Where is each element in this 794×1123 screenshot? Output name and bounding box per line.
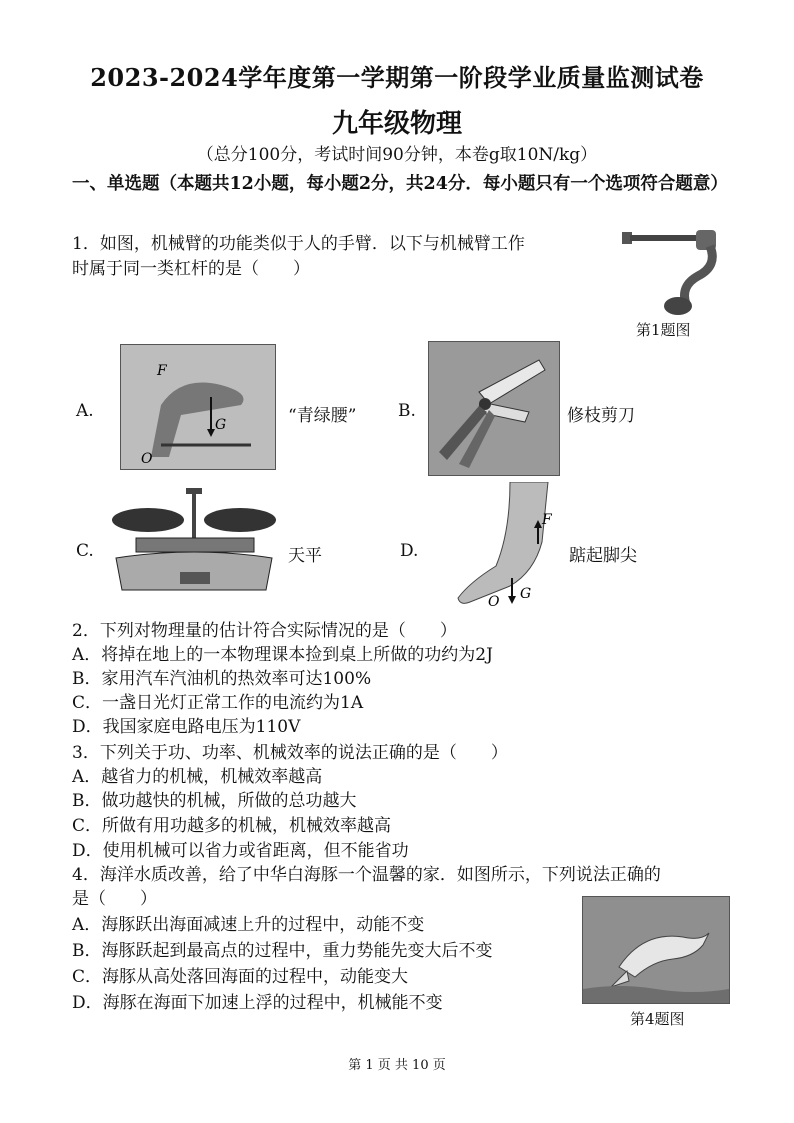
q3-option-a: A．越省力的机械，机械效率越高 — [72, 767, 323, 787]
q3-option-b: B．做功越快的机械，所做的总功越大 — [72, 791, 357, 811]
option-d-mark-o: O — [488, 594, 500, 608]
q1-stem-line1: 1．如图，机械臂的功能类似于人的手臂．以下与机械臂工作 — [72, 234, 525, 254]
option-d-mark-f: F — [542, 512, 552, 528]
q1-option-c-letter: C. — [76, 541, 94, 561]
option-a-mark-f: F — [157, 363, 167, 379]
q1-option-c-caption: 天平 — [288, 546, 322, 566]
q1-figure-caption: 第1题图 — [636, 321, 691, 339]
q4-stem-line2: 是（ ） — [72, 889, 157, 909]
q2-option-b: B．家用汽车汽油机的热效率可达100% — [72, 669, 372, 689]
exam-title: 2023-2024学年度第一学期第一阶段学业质量监测试卷 — [90, 63, 704, 92]
q1-option-a-caption: “青绿腰” — [288, 406, 357, 426]
dolphin-photo — [582, 896, 730, 1004]
q3-stem: 3．下列关于功、功率、机械效率的说法正确的是（ ） — [72, 743, 508, 763]
subject-title: 九年级物理 — [331, 109, 462, 139]
page-number: 第 1 页 共 10 页 — [348, 1058, 446, 1073]
q4-stem-line1: 4．海洋水质改善，给了中华白海豚一个温馨的家．如图所示，下列说法正确的 — [72, 865, 661, 885]
q3-option-c: C．所做有用功越多的机械，机械效率越高 — [72, 816, 392, 836]
robot-arm-figure — [618, 226, 724, 318]
q3-option-d: D．使用机械可以省力或省距离，但不能省功 — [72, 841, 409, 861]
q4-option-b: B．海豚跃起到最高点的过程中，重力势能先变大后不变 — [72, 941, 493, 961]
option-a-mark-o: O — [141, 451, 153, 467]
q4-figure-caption: 第4题图 — [630, 1010, 685, 1028]
option-a-dancer-photo — [120, 344, 276, 470]
option-d-mark-g: G — [520, 586, 532, 602]
option-a-mark-g: G — [215, 417, 227, 433]
q2-option-a: A．将掉在地上的一本物理课本捡到桌上所做的功约为2J — [72, 645, 493, 665]
q4-option-d: D．海豚在海面下加速上浮的过程中，机械能不变 — [72, 993, 443, 1013]
q1-stem-line2: 时属于同一类杠杆的是（ ） — [72, 259, 310, 279]
q4-option-a: A．海豚跃出海面减速上升的过程中，动能不变 — [72, 915, 425, 935]
q1-option-b-letter: B. — [398, 401, 416, 421]
section-heading: 一、单选题（本题共12小题，每小题2分，共24分．每小题只有一个选项符合题意） — [72, 174, 728, 194]
option-d-foot-photo — [430, 482, 560, 608]
q4-option-c: C．海豚从高处落回海面的过程中，动能变大 — [72, 967, 409, 987]
q1-option-a-letter: A. — [76, 401, 94, 421]
option-b-shears-photo — [428, 341, 560, 476]
q1-option-d-caption: 踮起脚尖 — [569, 546, 637, 566]
exam-note: （总分100分，考试时间90分钟，本卷g取10N/kg） — [196, 145, 598, 165]
q2-option-d: D．我国家庭电路电压为110V — [72, 717, 301, 737]
q1-option-d-letter: D. — [400, 541, 419, 561]
q1-option-b-caption: 修枝剪刀 — [567, 406, 635, 426]
option-c-balance-photo — [106, 484, 282, 598]
q2-option-c: C．一盏日光灯正常工作的电流约为1A — [72, 693, 364, 713]
q2-stem: 2．下列对物理量的估计符合实际情况的是（ ） — [72, 621, 457, 641]
